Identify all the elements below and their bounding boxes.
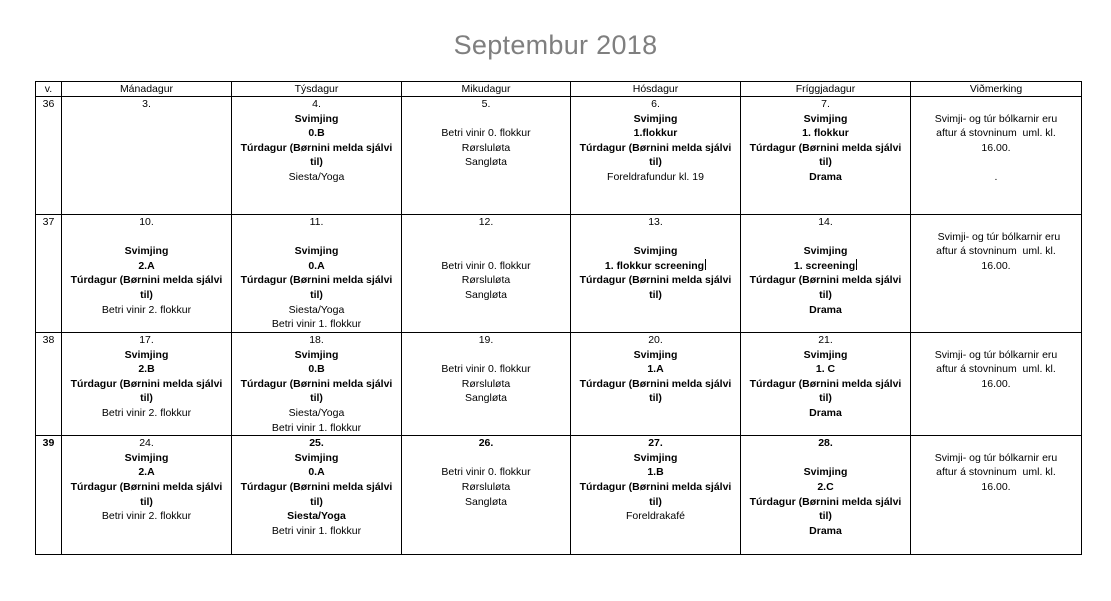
day-entry-text: 10. <box>139 216 154 228</box>
day-entry <box>234 317 399 332</box>
day-entry-text: 2.A <box>138 259 155 272</box>
day-entry <box>743 377 908 392</box>
day-entry <box>64 348 229 363</box>
day-entry-text: 19. <box>478 334 494 346</box>
day-entry <box>64 480 229 495</box>
note-line: 16.00. <box>981 141 1011 154</box>
week-row <box>36 436 1082 555</box>
note-line: 16.00. <box>981 480 1011 493</box>
day-entry-text: Svimjing <box>294 245 339 258</box>
day-entry-text: 4. <box>312 98 321 110</box>
day-entry-text: Túrdagur (Børnini melda sjálvi <box>579 480 732 493</box>
day-entry-text: 21. <box>818 334 833 346</box>
day-entry <box>64 377 229 392</box>
day-entry-text: Drama <box>809 170 842 183</box>
day-entry-text: Túrdagur (Børnini melda sjálvi <box>749 141 902 154</box>
day-entry-text: 27. <box>648 437 663 450</box>
day-entry <box>573 170 738 185</box>
header-monday: Mánadagur <box>62 82 232 97</box>
day-entry <box>404 495 568 510</box>
header-notes: Viðmerking <box>911 82 1082 97</box>
day-cell-tuesday <box>232 215 402 333</box>
day-entry-text: til) <box>819 156 832 169</box>
day-entry-text: Drama <box>809 406 842 419</box>
day-date <box>573 333 738 348</box>
day-entry-text: Rørsluløta <box>461 480 511 493</box>
day-entry <box>404 362 568 377</box>
day-entry-text: Túrdagur (Børnini melda sjálvi <box>749 274 902 287</box>
day-entry-text: Drama <box>809 303 842 316</box>
day-entry <box>573 155 738 170</box>
day-cell-monday <box>62 436 232 555</box>
note-cell <box>911 436 1082 555</box>
day-entry <box>573 495 738 510</box>
day-entry-text: 0.B <box>308 363 325 376</box>
day-entry-text: Svimjing <box>633 348 678 361</box>
day-cell-wednesday <box>402 333 571 436</box>
day-entry <box>234 391 399 406</box>
day-entry <box>573 391 738 406</box>
day-cell-thursday <box>571 215 741 333</box>
day-entry-text: 18. <box>309 334 324 346</box>
day-entry-text: Betri vinir 0. flokkur <box>441 466 531 479</box>
day-entry-text: 5. <box>481 98 491 110</box>
day-entry <box>743 170 908 185</box>
day-entry-text: 28. <box>818 437 833 450</box>
day-entry <box>743 348 908 363</box>
day-entry <box>743 303 908 318</box>
day-entry <box>743 288 908 303</box>
text-cursor <box>856 259 857 270</box>
day-entry <box>573 126 738 141</box>
day-entry-text: 0.A <box>308 259 325 272</box>
day-entry <box>743 112 908 127</box>
day-cell-monday <box>62 333 232 436</box>
day-entry <box>573 273 738 288</box>
day-entry-text: Svimjing <box>633 245 678 258</box>
day-entry <box>64 288 229 303</box>
day-entry <box>573 288 738 303</box>
day-entry-text: til) <box>140 288 153 301</box>
day-entry-text: Betri vinir 1. flokkur <box>271 421 362 434</box>
day-entry-text: Svimjing <box>803 348 848 361</box>
day-date <box>743 333 908 348</box>
day-date <box>234 333 399 348</box>
day-entry <box>234 303 399 318</box>
day-entry <box>234 170 399 185</box>
day-entry-text: 6. <box>651 98 660 110</box>
day-date <box>404 333 568 348</box>
day-cell-thursday <box>571 436 741 555</box>
day-entry <box>743 451 908 466</box>
day-entry-text: til) <box>649 392 662 405</box>
day-entry <box>573 259 738 274</box>
day-entry <box>234 465 399 480</box>
day-cell-tuesday <box>232 436 402 555</box>
day-entry <box>64 244 229 259</box>
day-entry-text: til) <box>310 495 323 508</box>
day-entry <box>743 230 908 245</box>
day-date <box>234 436 399 451</box>
day-entry-text: til) <box>649 288 662 301</box>
day-entry <box>573 141 738 156</box>
day-date <box>64 97 229 112</box>
day-entry-text: Sangløta <box>464 392 508 405</box>
day-entry-text: Rørsluløta <box>461 377 511 390</box>
day-cell-friday <box>741 333 911 436</box>
day-entry <box>234 273 399 288</box>
day-entry <box>234 112 399 127</box>
day-entry <box>234 377 399 392</box>
note-cell <box>911 333 1082 436</box>
day-entry-text: til) <box>140 495 153 508</box>
day-entry-text: 17. <box>139 334 154 346</box>
day-entry <box>234 126 399 141</box>
day-entry-text: til) <box>649 156 662 169</box>
day-entry-text: Svimjing <box>633 112 678 125</box>
day-entry-text: Svimjing <box>294 348 339 361</box>
day-entry-text: Túrdagur (Børnini melda sjálvi <box>579 274 732 287</box>
day-entry-text: Túrdagur (Børnini melda sjálvi <box>70 480 223 493</box>
header-thursday: Hósdagur <box>571 82 741 97</box>
day-entry <box>234 244 399 259</box>
day-entry <box>234 348 399 363</box>
day-cell-friday <box>741 215 911 333</box>
day-entry-text: Túrdagur (Børnini melda sjálvi <box>749 495 902 508</box>
day-entry <box>64 273 229 288</box>
day-date <box>743 215 908 230</box>
day-entry <box>404 141 568 156</box>
day-entry <box>404 244 568 259</box>
day-entry-text: til) <box>310 392 323 405</box>
day-entry <box>404 391 568 406</box>
day-entry-text: Túrdagur (Børnini melda sjálvi <box>70 274 223 287</box>
day-entry-text: Foreldrakafé <box>626 510 685 523</box>
day-cell-wednesday <box>402 436 571 555</box>
note-line <box>913 215 1079 230</box>
day-entry <box>404 126 568 141</box>
day-entry <box>64 406 229 421</box>
day-entry-text: 1.flokkur <box>633 127 678 140</box>
day-entry-text: Svimjing <box>124 451 169 464</box>
note-line: 16.00. <box>981 377 1011 390</box>
day-entry-text: Siesta/Yoga <box>288 170 345 183</box>
day-entry <box>234 288 399 303</box>
header-week: v. <box>36 82 62 97</box>
day-entry <box>404 377 568 392</box>
day-entry <box>743 495 908 510</box>
day-entry-text: Betri vinir 2. flokkur <box>101 406 192 419</box>
day-entry <box>404 288 568 303</box>
day-entry-text: 7. <box>821 98 830 110</box>
day-entry-text: Betri vinir 2. flokkur <box>101 510 192 523</box>
note-line: Svimji- og túr bólkarnir eru <box>934 112 1058 125</box>
day-entry <box>404 465 568 480</box>
day-entry <box>573 480 738 495</box>
text-cursor <box>705 259 706 270</box>
day-entry <box>404 273 568 288</box>
day-entry-text: Svimjing <box>803 245 848 258</box>
calendar-table <box>35 81 1082 555</box>
note-line: 16.00. <box>981 259 1011 272</box>
day-entry-text: Betri vinir 0. flokkur <box>441 127 531 140</box>
day-entry-text: 11. <box>309 216 324 228</box>
day-entry-text: til) <box>310 288 323 301</box>
day-entry-text: Túrdagur (Børnini melda sjálvi <box>240 141 393 154</box>
day-entry-text: Svimjing <box>294 112 339 125</box>
day-date <box>573 436 738 451</box>
day-entry <box>234 155 399 170</box>
day-entry-text: Svimjing <box>124 348 169 361</box>
day-entry-text: 20. <box>648 334 663 346</box>
header-row <box>36 82 1082 97</box>
day-cell-monday <box>62 97 232 215</box>
day-entry-text: Siesta/Yoga <box>287 510 346 523</box>
day-entry-text: 1.B <box>647 466 664 479</box>
day-entry-text: 13. <box>648 216 663 228</box>
day-entry-text: 14. <box>818 216 833 228</box>
day-entry-text: Betri vinir 2. flokkur <box>101 303 192 316</box>
day-entry <box>404 230 568 245</box>
day-entry <box>573 465 738 480</box>
day-entry-text: 12. <box>478 216 494 228</box>
day-entry <box>234 141 399 156</box>
day-entry-text: Betri vinir 0. flokkur <box>441 259 531 272</box>
day-entry-text: 0.A <box>308 466 325 479</box>
day-entry <box>404 259 568 274</box>
day-entry-text: Svimjing <box>803 112 848 125</box>
note-line: aftur á stovninum uml. kl. <box>936 245 1056 258</box>
day-entry-text: Rørsluløta <box>461 274 511 287</box>
day-cell-friday <box>741 97 911 215</box>
day-date <box>743 97 908 112</box>
day-entry <box>404 112 568 127</box>
day-entry-text: Betri vinir 1. flokkur <box>271 318 362 331</box>
note-line: . <box>994 170 998 183</box>
day-entry-text: Túrdagur (Børnini melda sjálvi <box>749 377 902 390</box>
day-entry <box>64 303 229 318</box>
day-entry <box>404 451 568 466</box>
day-entry <box>743 509 908 524</box>
note-line <box>913 436 1079 451</box>
day-entry <box>573 348 738 363</box>
day-entry <box>234 480 399 495</box>
day-date <box>64 333 229 348</box>
day-entry <box>743 259 908 274</box>
note-cell <box>911 215 1082 333</box>
day-entry-text: Túrdagur (Børnini melda sjálvi <box>240 480 393 493</box>
day-entry <box>234 421 399 436</box>
day-entry <box>573 377 738 392</box>
day-entry-text: Svimjing <box>803 466 848 479</box>
note-line: aftur á stovninum uml. kl. <box>936 127 1056 140</box>
day-date <box>404 215 568 230</box>
day-entry <box>234 230 399 245</box>
day-entry <box>743 244 908 259</box>
note-line: aftur á stovninum uml. kl. <box>936 466 1056 479</box>
day-entry <box>64 451 229 466</box>
day-entry-text: 1. flokkur <box>802 127 849 140</box>
day-entry-text: Betri vinir 0. flokkur <box>441 363 531 376</box>
day-entry <box>64 391 229 406</box>
day-entry <box>743 524 908 539</box>
day-date <box>573 215 738 230</box>
day-entry-text: Sangløta <box>464 156 508 169</box>
day-entry-text: Sangløta <box>464 288 508 301</box>
day-entry-text: 25. <box>309 437 324 450</box>
day-entry <box>64 509 229 524</box>
day-entry-text: Svimjing <box>294 451 339 464</box>
week-row <box>36 333 1082 436</box>
week-number: 39 <box>36 436 62 555</box>
day-entry-text: 1. flokkur screening <box>604 259 705 272</box>
note-line <box>913 97 1079 112</box>
day-cell-tuesday <box>232 333 402 436</box>
day-date <box>404 97 568 112</box>
day-entry <box>743 362 908 377</box>
day-entry <box>743 406 908 421</box>
day-date <box>573 97 738 112</box>
day-entry-text: Túrdagur (Børnini melda sjálvi <box>579 141 732 154</box>
day-entry <box>404 348 568 363</box>
day-entry-text: Svimjing <box>124 245 169 258</box>
note-cell <box>911 97 1082 215</box>
day-entry <box>743 391 908 406</box>
header-friday: Fríggjadagur <box>741 82 911 97</box>
day-entry <box>64 362 229 377</box>
week-number: 37 <box>36 215 62 333</box>
day-entry-text: Siesta/Yoga <box>288 406 345 419</box>
day-entry-text: 26. <box>478 437 494 450</box>
day-entry <box>573 509 738 524</box>
day-entry-text: Rørsluløta <box>461 141 511 154</box>
day-date <box>743 436 908 451</box>
day-entry <box>743 126 908 141</box>
day-entry-text: Sangløta <box>464 495 508 508</box>
day-entry <box>64 230 229 245</box>
day-entry-text: 24. <box>139 437 154 450</box>
day-entry <box>234 451 399 466</box>
day-entry <box>404 155 568 170</box>
day-entry <box>234 495 399 510</box>
day-entry-text: Túrdagur (Børnini melda sjálvi <box>240 274 393 287</box>
day-entry <box>404 480 568 495</box>
day-entry <box>573 451 738 466</box>
note-line: aftur á stovninum uml. kl. <box>936 363 1056 376</box>
day-entry <box>743 465 908 480</box>
day-entry <box>234 406 399 421</box>
day-entry-text: 1.A <box>647 363 664 376</box>
day-entry <box>234 509 399 524</box>
day-entry-text: til) <box>310 156 323 169</box>
note-line <box>913 155 1079 170</box>
week-row <box>36 215 1082 333</box>
day-entry-text: til) <box>819 392 832 405</box>
day-entry <box>743 141 908 156</box>
day-date <box>234 97 399 112</box>
day-entry-text: 0.B <box>308 127 325 140</box>
day-entry <box>743 155 908 170</box>
day-date <box>64 215 229 230</box>
day-entry <box>573 244 738 259</box>
day-entry-text: 3. <box>142 98 151 110</box>
note-line: Svimji- og túr bólkarnir eru <box>931 230 1061 243</box>
day-cell-thursday <box>571 333 741 436</box>
day-entry <box>573 112 738 127</box>
week-number: 36 <box>36 97 62 215</box>
note-line <box>913 333 1079 348</box>
day-entry <box>64 465 229 480</box>
day-entry-text: 1. screening <box>793 259 856 272</box>
day-entry-text: til) <box>819 288 832 301</box>
week-number: 38 <box>36 333 62 436</box>
day-cell-wednesday <box>402 215 571 333</box>
day-entry <box>234 362 399 377</box>
day-entry <box>743 480 908 495</box>
day-cell-wednesday <box>402 97 571 215</box>
week-row <box>36 97 1082 215</box>
day-date <box>234 215 399 230</box>
day-entry <box>234 524 399 539</box>
header-tuesday: Týsdagur <box>232 82 402 97</box>
day-cell-monday <box>62 215 232 333</box>
day-entry-text: Siesta/Yoga <box>288 303 345 316</box>
day-entry-text: Betri vinir 1. flokkur <box>271 524 362 537</box>
day-cell-friday <box>741 436 911 555</box>
day-entry <box>64 495 229 510</box>
day-cell-thursday <box>571 97 741 215</box>
day-entry-text: 1. C <box>815 363 836 376</box>
note-line: Svimji- og túr bólkarnir eru <box>934 348 1058 361</box>
day-cell-tuesday <box>232 97 402 215</box>
day-entry-text: Túrdagur (Børnini melda sjálvi <box>70 377 223 390</box>
day-entry-text: til) <box>140 392 153 405</box>
day-entry <box>573 362 738 377</box>
day-entry-text: 2.C <box>817 480 834 493</box>
header-wednesday: Mikudagur <box>402 82 571 97</box>
day-entry-text: Foreldrafundur kl. 19 <box>607 170 704 183</box>
day-entry-text: 2.A <box>138 466 155 479</box>
day-entry <box>234 259 399 274</box>
day-date <box>404 436 568 451</box>
day-date <box>64 436 229 451</box>
note-line: Svimji- og túr bólkarnir eru <box>934 451 1058 464</box>
day-entry-text: 2.B <box>138 363 155 376</box>
day-entry-text: til) <box>819 510 832 523</box>
day-entry-text: Túrdagur (Børnini melda sjálvi <box>579 377 732 390</box>
day-entry-text: Svimjing <box>633 451 678 464</box>
day-entry-text: Drama <box>809 524 842 537</box>
day-entry-text: Túrdagur (Børnini melda sjálvi <box>240 377 393 390</box>
day-entry <box>743 273 908 288</box>
day-entry <box>64 259 229 274</box>
day-entry-text: til) <box>649 495 662 508</box>
day-entry <box>573 230 738 245</box>
page-title: Septembur 2018 <box>453 30 658 60</box>
